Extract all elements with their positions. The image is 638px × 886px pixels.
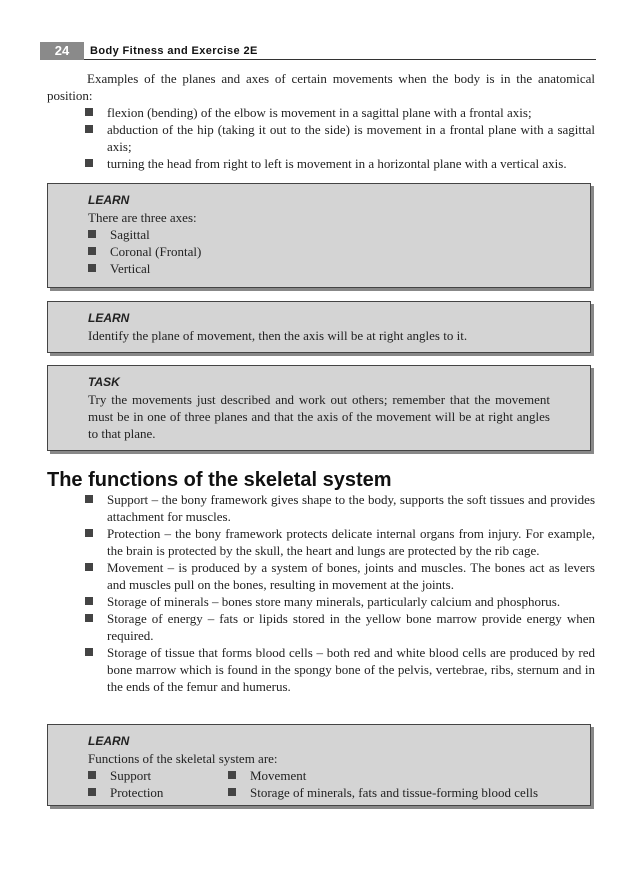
box-text: There are three axes: [88,210,197,225]
list-item-text: Support – the bony framework gives shape to the body, supports the soft tissues and provides attachment for muscles. [107,492,595,524]
running-title: Body Fitness and Exercise 2E [90,45,258,57]
square-bullet-icon [85,563,93,571]
box-text: Identify the plane of movement, then the axis will be at right angles to it. [88,328,468,343]
list-item [85,104,595,121]
intro-list [85,104,595,172]
square-bullet-icon [85,159,93,167]
learn-box-axes [47,183,591,288]
learn-box-functions [47,724,591,806]
task-box [47,365,591,451]
box-heading: LEARN [88,311,130,325]
page-header [40,42,596,62]
list-item-text: Support [110,768,152,783]
list-item [88,784,228,801]
list-item-text: abduction of the hip (taking it out to the side) is movement in a frontal plane with a sagittal axis; [107,122,595,154]
square-bullet-icon [88,264,96,272]
square-bullet-icon [88,247,96,255]
learn-box-plane [47,301,591,353]
square-bullet-icon [85,648,93,656]
list-item [85,121,595,155]
square-bullet-icon [85,495,93,503]
list-item-text: Coronal (Frontal) [110,244,202,259]
list-item-text: Vertical [110,261,151,276]
box-text: Functions of the skeletal system are: [88,751,278,766]
box-heading: LEARN [88,734,130,748]
list-item-text: Storage of energy – fats or lipids stored in the yellow bone marrow provide energy when required. [107,611,595,643]
list-item [88,226,550,243]
functions-row [88,784,550,801]
box-text: Try the movements just described and work out others; remember that the movement must be in one of three planes and that the axis of the movement will be at right angles to that plane. [88,392,550,441]
list-item [85,559,595,593]
list-item [228,784,568,801]
list-item [88,243,550,260]
list-item [228,767,568,784]
list-item [85,644,595,695]
list-item [85,593,595,610]
list-item-text: Protection – the bony framework protects delicate internal organs from injury. For example, the brain is protected by the skull, the heart and lungs are protected by the rib cage. [107,526,595,558]
square-bullet-icon [228,788,236,796]
square-bullet-icon [85,108,93,116]
square-bullet-icon [85,529,93,537]
square-bullet-icon [85,614,93,622]
list-item-text: Sagittal [110,227,150,242]
intro-text: Examples of the planes and axes of certain movements when the body is in the anatomical position: [47,71,595,103]
list-item-text: Movement – is produced by a system of bones, joints and muscles. The bones act as levers and muscles pull on the bones, resulting in movement at the joints. [107,560,595,592]
page-number: 24 [40,42,84,60]
square-bullet-icon [85,125,93,133]
box-heading: LEARN [88,193,130,207]
list-item-text: Storage of tissue that forms blood cells – both red and white blood cells are produced by red bone marrow which is found in the spongy bone of the pelvis, vertebrae, ribs, sternum and in the ends of the femur and humerus. [107,645,595,694]
list-item-text: Storage of minerals, fats and tissue-forming blood cells [250,785,539,800]
square-bullet-icon [88,771,96,779]
list-item [85,155,595,172]
functions-row [88,767,550,784]
list-item [88,260,550,277]
list-item-text: flexion (bending) of the elbow is movement in a sagittal plane with a frontal axis; [107,105,532,120]
list-item-text: turning the head from right to left is movement in a horizontal plane with a vertical axis. [107,156,567,171]
list-item-text: Movement [250,768,307,783]
header-rule [84,59,596,60]
skeletal-functions-list [85,491,595,695]
box-heading: TASK [88,375,120,389]
square-bullet-icon [88,230,96,238]
section-heading: The functions of the skeletal system [47,469,392,491]
square-bullet-icon [85,597,93,605]
list-item [88,767,228,784]
axes-list [88,226,550,277]
list-item [85,525,595,559]
square-bullet-icon [228,771,236,779]
square-bullet-icon [88,788,96,796]
list-item-text: Storage of minerals – bones store many minerals, particularly calcium and phosphorus. [107,594,561,609]
list-item [85,491,595,525]
intro-paragraph [47,70,595,104]
list-item-text: Protection [110,785,164,800]
list-item [85,610,595,644]
